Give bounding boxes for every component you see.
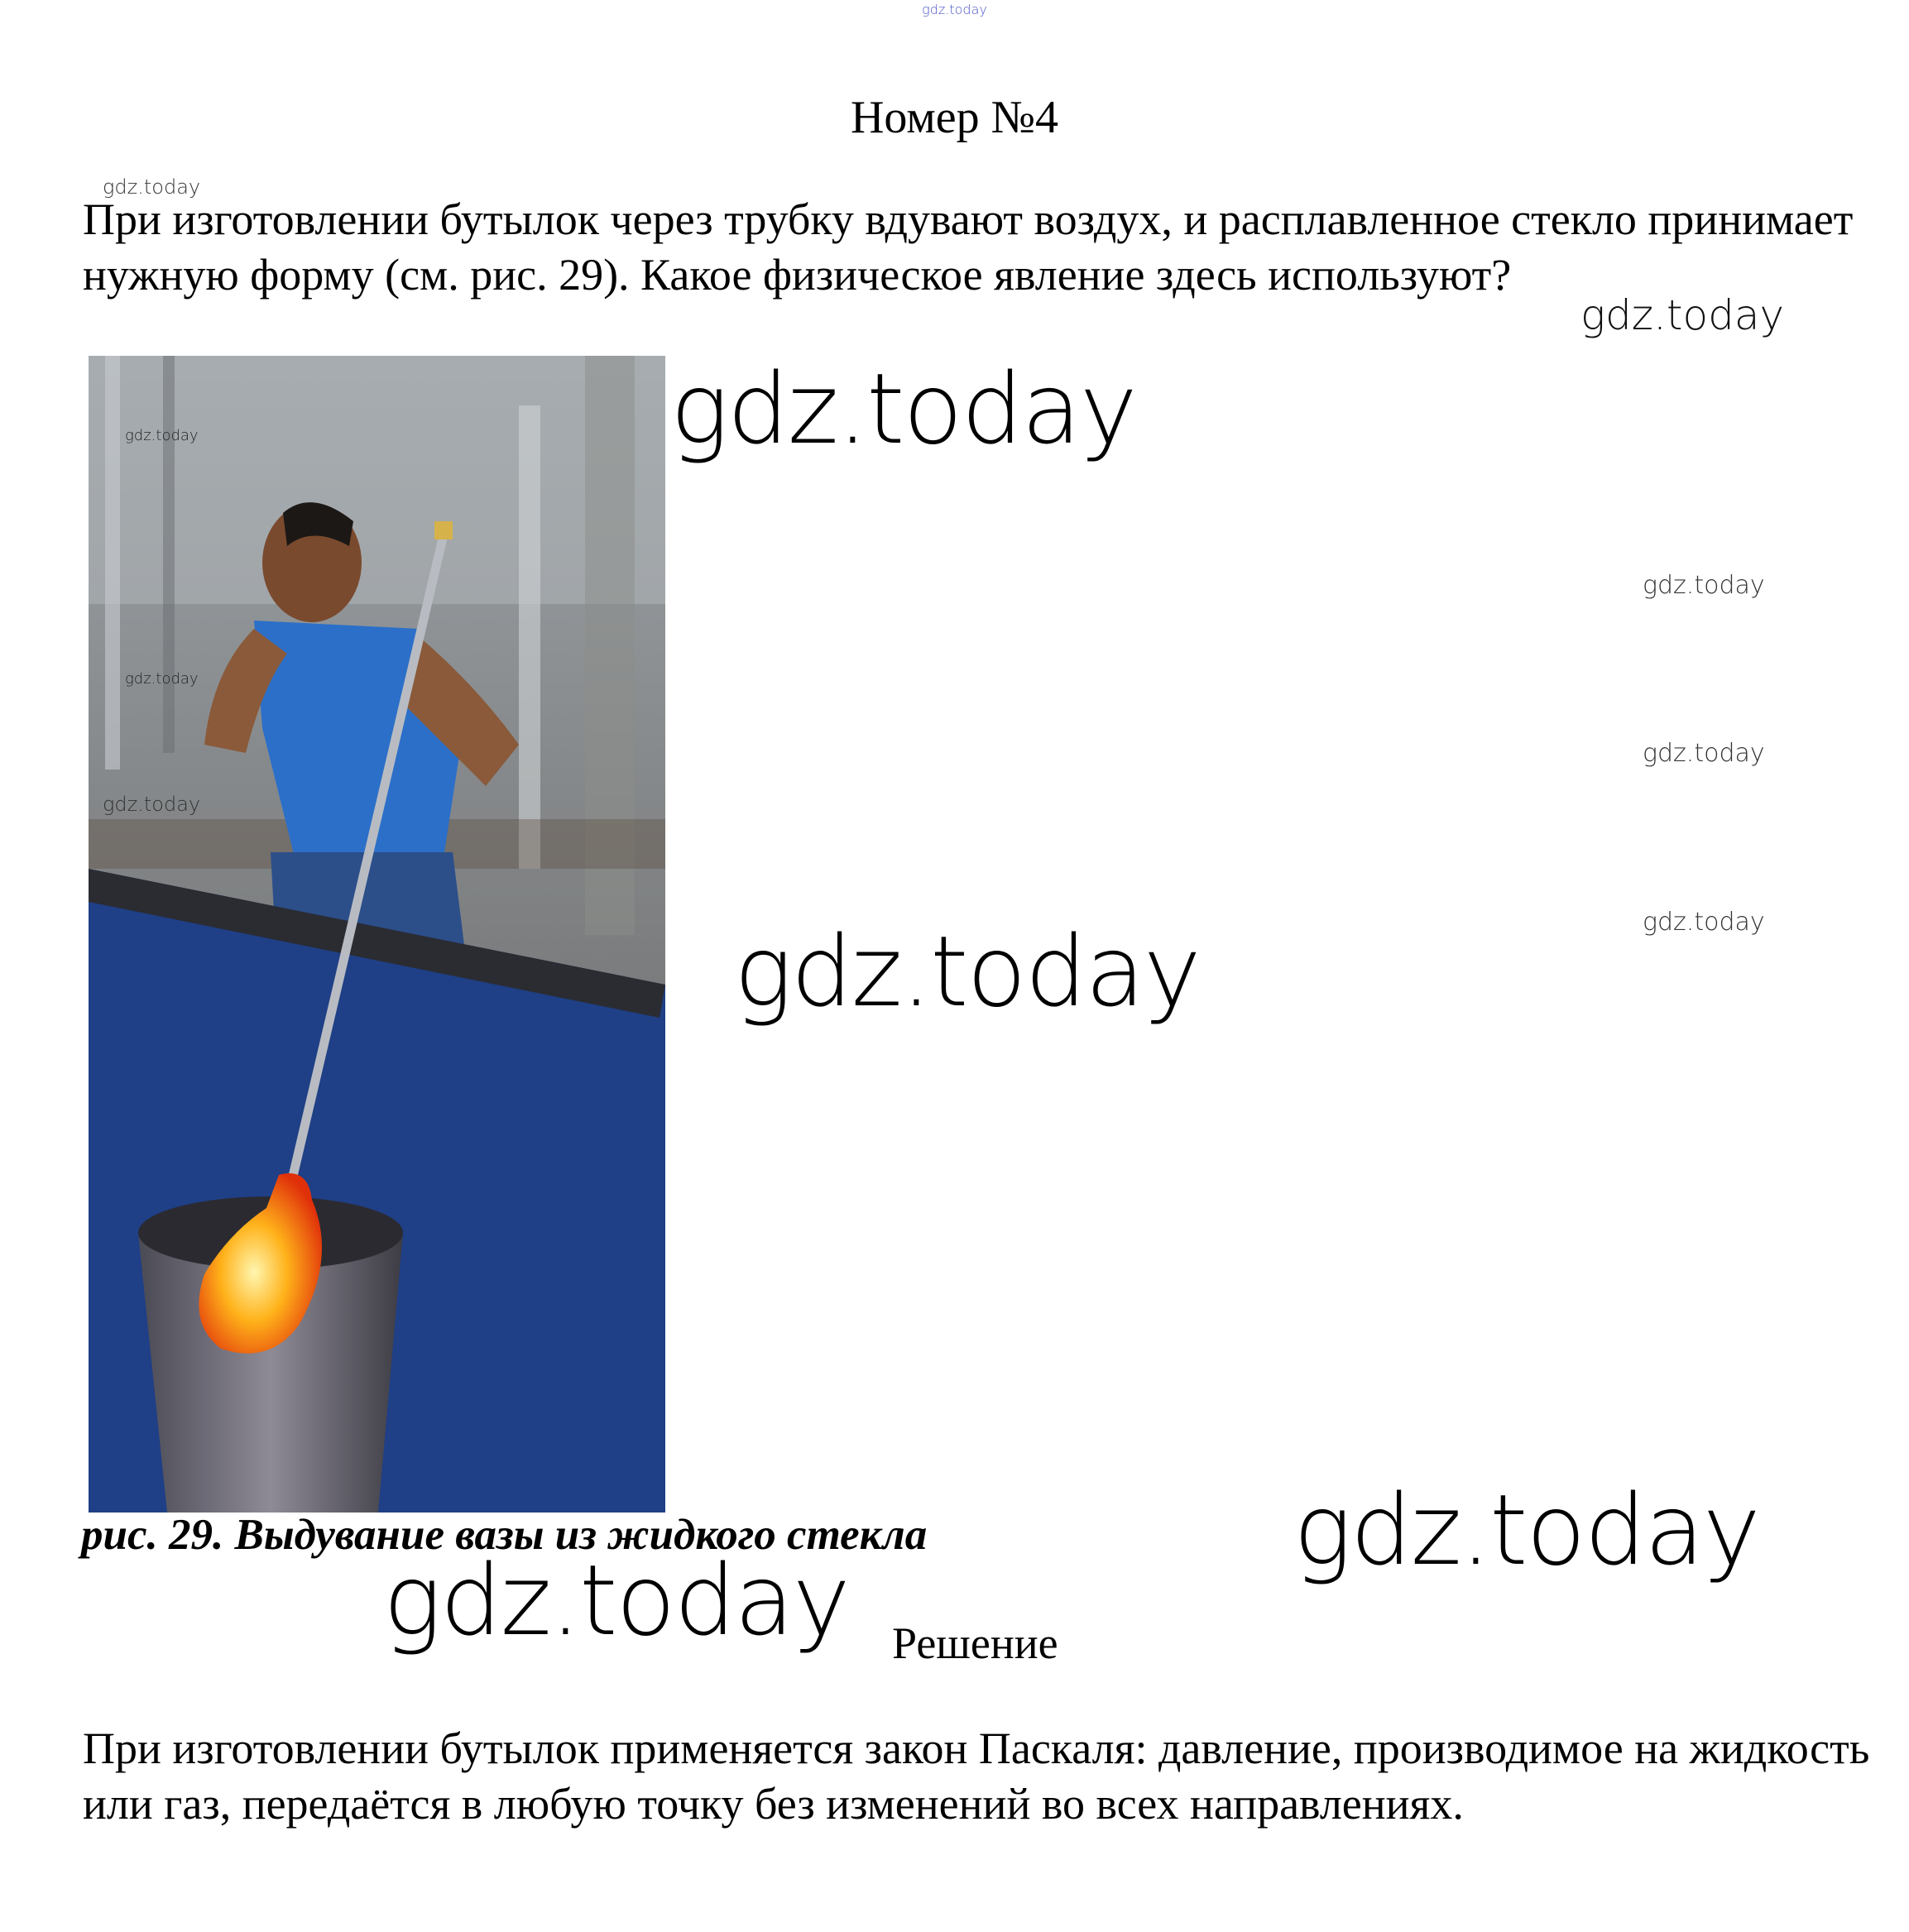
solution-text: При изготовлении бутылок применяется закон Паскаля: давление, производимое на жидкость или газ, передаётся в любую точку без изменений во всех направлениях. — [83, 1723, 1870, 1829]
figure-29-photo — [89, 356, 665, 1513]
watermark-small-2: gdz.today — [1643, 571, 1765, 600]
watermark-large-2: gdz.today — [734, 914, 1200, 1028]
question-text: При изготовлении бутылок через трубку вдувают воздух, и расплавленное стекло принимает нужную форму (см. рис. 29). Какое физическое явление здесь используют? — [83, 194, 1854, 300]
photo-watermark-2: gdz.today — [125, 670, 199, 688]
watermark-small-3: gdz.today — [1643, 739, 1765, 768]
watermark-small: gdz.today — [103, 175, 201, 199]
photo-watermark-3: gdz.today — [103, 793, 201, 816]
watermark-top: gdz.today — [922, 2, 987, 17]
glassblower-image — [89, 356, 665, 1513]
watermark-small-4: gdz.today — [1643, 908, 1765, 937]
page-title: Номер №4 — [850, 92, 1059, 143]
photo-watermark-1: gdz.today — [125, 427, 199, 444]
watermark-large-4: gdz.today — [383, 1543, 849, 1657]
figure-caption: рис. 29. Выдувание вазы из жидкого стекла — [81, 1511, 928, 1559]
watermark-medium: gdz.today — [1580, 291, 1785, 339]
watermark-large-1: gdz.today — [670, 352, 1136, 466]
watermark-large-3: gdz.today — [1293, 1473, 1759, 1587]
solution-heading: Решение — [892, 1618, 1058, 1668]
